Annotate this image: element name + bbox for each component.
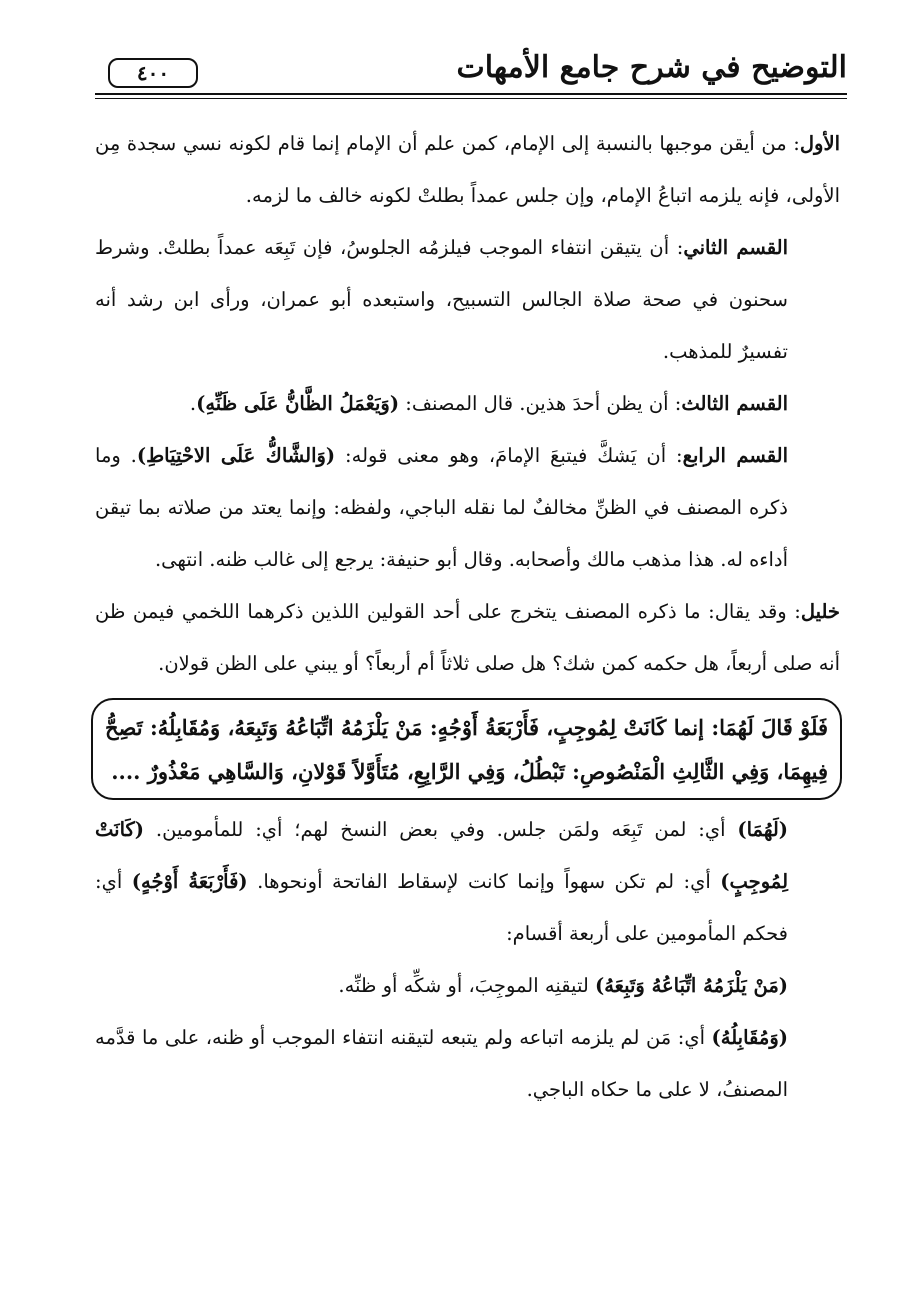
paragraph-lead: القسم الثالث [681,392,788,415]
paragraph-lead: خليل [800,600,840,623]
commentary-quote: (فَأَرْبَعَةُ أَوْجُهٍ) [131,870,248,893]
paragraph-first-section [95,118,840,222]
commentary-paragraph-2 [95,960,840,1012]
page-header [95,40,847,102]
matn-quote: (وَيَعْمَلُ الظَّانُّ عَلَى ظَنِّهِ) [196,392,400,415]
commentary-quote: (كَانَتْ لِمُوجِبٍ) [95,818,789,893]
matn-text: فَلَوْ قَالَ لَهُمَا: إنما كَانَتْ لِمُوجِبٍ، فَأَرْبَعَةُ أَوْجُهٍ: مَنْ يَلْزَمُهُ اتِّبَاعُهُ وَتَبِعَهُ، وَمُقَابِلُهُ: تَصِحُّ فِيهِمَا، وَفِي الثَّالِثِ الْمَنْصُوصِ: تَبْطُلُ، وَفِي الرَّابِعِ، مُتَأَوَّلاً قَوْلانِ، وَالسَّاهِي مَعْذُورٌ .... [105,715,828,784]
paragraph-text: : وقد يقال: ما ذكره المصنف يتخرج على أحد القولين اللذين ذكرهما اللخمي فيمن ظن أنه صلى أربعاً، هل حكمه كمن شك؟ هل صلى ثلاثاً أم أربعاً؟ أو يبني على الظن قولان. [95,600,840,675]
header-rule [95,93,847,95]
matn-box [91,698,842,800]
commentary-paragraph-3 [95,1012,840,1116]
paragraph-text: : أن يَشكَّ فيتبعَ الإمامَ، وهو معنى قوله: [335,444,683,467]
paragraph-lead: الأول [799,132,840,155]
matn-quote: (وَالشَّاكُّ عَلَى الاحْتِيَاطِ) [136,444,336,467]
paragraph-text: : أن يظن أحدَ هذين. قال المصنف: [399,392,682,415]
book-title: التوضيح في شرح جامع الأمهات [456,50,847,85]
commentary-text: أي: فحكم المأمومين على أربعة أقسام: [95,870,788,945]
commentary-quote: (لَهُمَا) [737,818,788,841]
paragraph-fourth-section [95,430,840,586]
commentary-text: أي: لم تكن سهواً وإنما كانت لإسقاط الفاتحة أونحوها. [247,870,721,893]
page-body [95,118,840,1116]
paragraph-second-section [95,222,840,378]
paragraph-khalil [95,586,840,690]
commentary-text: لتيقنِه الموجِبَ، أو شكِّه أو ظنِّه. [338,974,595,997]
page-number: ٤٠٠ [108,58,198,88]
commentary-quote: (وَمُقَابِلُهُ) [711,1026,788,1049]
paragraph-third-section [95,378,840,430]
paragraph-text: : أن يتيقن انتفاء الموجب فيلزمُه الجلوسُ، فإن تَبِعَه عمداً بطلتْ. وشرط سحنون في صحة صلاة الجالس التسبيح، واستبعده أبو عمران، ورأى ابن رشد أنه تفسيرٌ للمذهب. [95,236,788,363]
commentary-text: أي: مَن لم يلزمه اتباعه ولم يتبعه لتيقنه انتفاء الموجب أو ظنه، على ما قدَّمه المصنفُ، لا على ما حكاه الباجي. [95,1026,788,1101]
header-rule-thin [95,98,847,99]
paragraph-tail: . وما ذكره المصنف في الظنِّ مخالفٌ لما نقله الباجي، ولفظه: وإنما يعتد من صلاته بما تيقن أداءه له. هذا مذهب مالك وأصحابه. وقال أبو حنيفة: يرجع إلى غالب ظنه. انتهى. [95,444,788,571]
commentary-text: أي: لمن تَبِعَه ولمَن جلس. وفي بعض النسخ لهم؛ أي: للمأمومين. [144,818,738,841]
commentary-paragraph-1 [95,804,840,960]
paragraph-tail: . [189,392,197,415]
paragraph-lead: القسم الرابع [682,444,788,467]
commentary-quote: (مَنْ يَلْزَمُهُ اتِّبَاعُهُ وَتَبِعَهُ) [594,974,788,997]
paragraph-text: : من أيقن موجبها بالنسبة إلى الإمام، كمن علم أن الإمام إنما قام لكونه نسي سجدة مِن الأولى، فإنه يلزمه اتباعُ الإمام، وإن جلس عمداً بطلتْ لكونه خالف ما لزمه. [95,132,840,207]
paragraph-lead: القسم الثاني [683,236,788,259]
